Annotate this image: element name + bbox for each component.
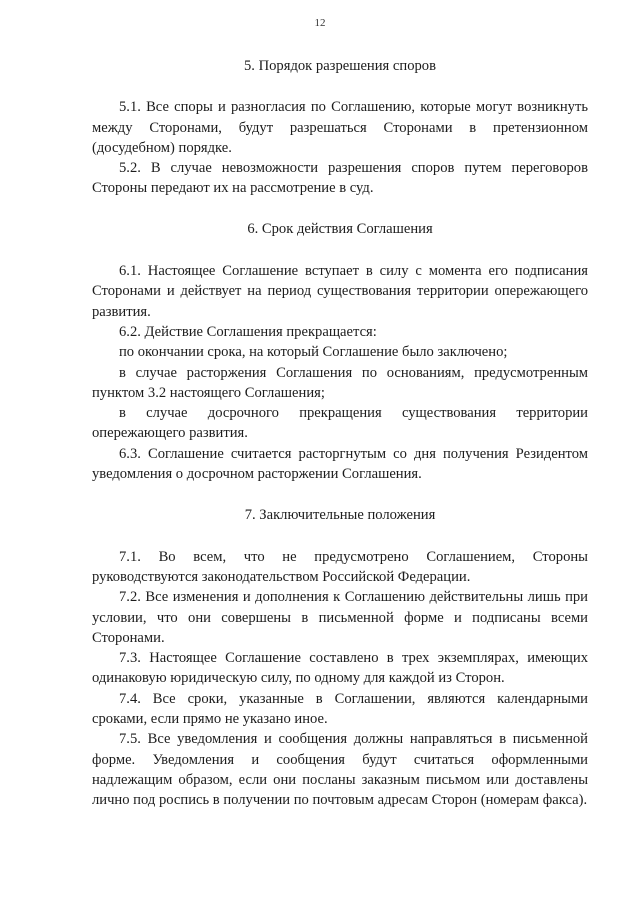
- section-disputes: [92, 56, 588, 199]
- paragraph: 5.2. В случае невозможности разрешения споров путем переговоров Стороны передают их на рассмотрение в суд.: [92, 160, 588, 197]
- section-heading: 7. Заключительные положения: [244, 507, 436, 524]
- paragraph: по окончании срока, на который Соглашение было заключено;: [119, 344, 508, 361]
- paragraph: 7.1. Во всем, что не предусмотрено Соглашением, Стороны руководствуются законодательством Российской Федерации.: [92, 548, 588, 585]
- paragraph: 7.3. Настоящее Соглашение составлено в трех экземплярах, имеющих одинаковую юридическую силу, по одному для каждой из Сторон.: [92, 650, 588, 687]
- section-heading: 6. Срок действия Соглашения: [247, 220, 433, 237]
- paragraph: 7.4. Все сроки, указанные в Соглашении, являются календарными сроками, если прямо не указано иное.: [92, 690, 588, 728]
- page-number: 12: [314, 17, 326, 29]
- section-heading: 5. Порядок разрешения споров: [244, 58, 436, 74]
- paragraph: в случае расторжения Соглашения по основаниям, предусмотренным пунктом 3.2 настоящего Соглашения;: [92, 364, 588, 401]
- paragraph: 6.2. Действие Соглашения прекращается:: [119, 323, 377, 340]
- paragraph: 6.1. Настоящее Соглашение вступает в силу с момента его подписания Сторонами и действует на период существования территории опережающего развития.: [92, 263, 588, 320]
- section-term: [92, 219, 588, 485]
- paragraph: 5.1. Все споры и разногласия по Соглашению, которые могут возникнуть между Сторонами, будут разрешаться Сторонами в претензионном (досудебном) порядке.: [92, 99, 588, 156]
- paragraph: 7.2. Все изменения и дополнения к Соглашению действительны лишь при условии, что они совершены в письменной форме и подписаны всеми Сторонами.: [92, 589, 588, 646]
- paragraph: в случае досрочного прекращения существования территории опережающего развития.: [92, 405, 588, 442]
- paragraph: 7.5. Все уведомления и сообщения должны направляться в письменной форме. Уведомления и сообщения будут считаться оформленными надлежащим образом, если они посланы заказным письмом или доставлены лично под роспись в получении по почтовым адресам Сторон (номерам факса).: [92, 731, 588, 809]
- section-final-provisions: [92, 505, 588, 810]
- document-body: [92, 56, 588, 811]
- paragraph: 6.3. Соглашение считается расторгнутым со дня получения Резидентом уведомления о досрочном расторжении Соглашения.: [92, 445, 588, 483]
